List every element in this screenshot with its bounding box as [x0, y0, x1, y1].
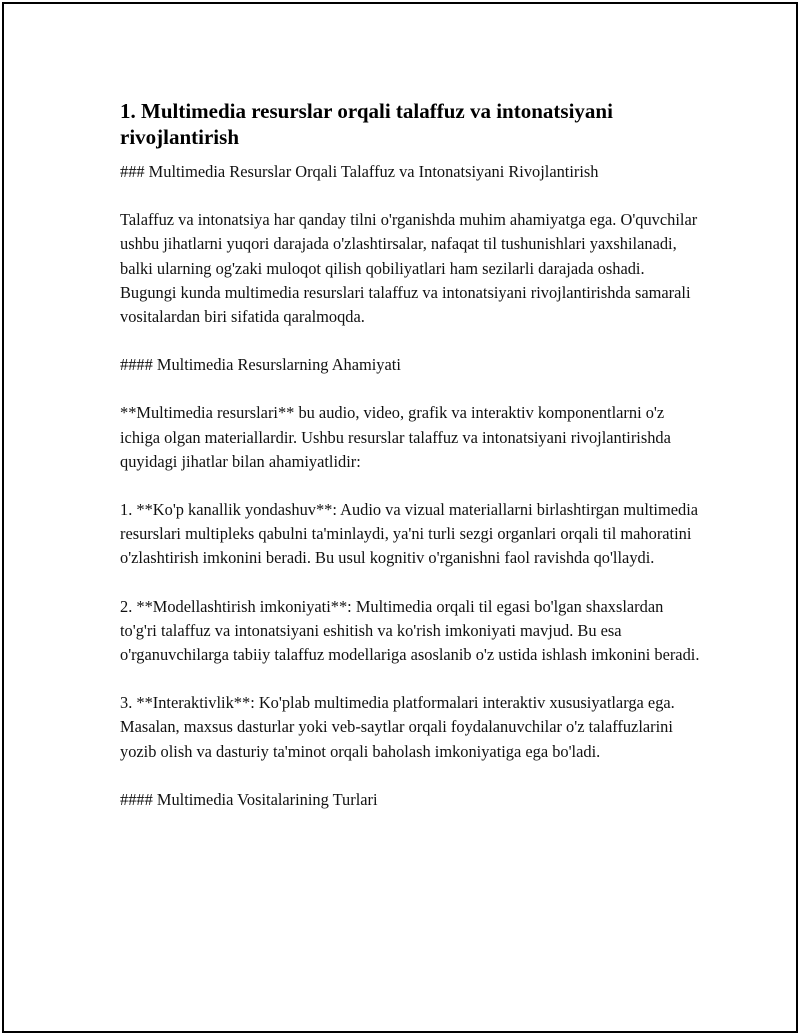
section-heading: ### Multimedia Resurslar Orqali Talaffuz va Intonatsiyani Rivojlantirish	[120, 162, 599, 181]
list-item-2: 2. **Modellashtirish imkoniyati**: Multimedia orqali til egasi bo'lgan shaxslardan to'g'ri talaffuz va intonatsiyani eshitish va ko'rish imkoniyati mavjud. Bu esa o'rganuvchilarga tabiiy talaffuz modellariga asoslanib o'z ustida ishlash imkonini beradi.	[120, 596, 700, 665]
subsection-heading-2: #### Multimedia Vositalarining Turlari	[120, 789, 378, 809]
list-item-3: 3. **Interaktivlik**: Ko'plab multimedia platformalari interaktiv xususiyatlarga ega. Masalan, maxsus dasturlar yoki veb-saytlar orqali foydalanuvchilar o'z talaffuzlarini yozib olish va dasturiy ta'minot orqali baholash imkoniyatiga ega bo'ladi.	[120, 693, 675, 761]
paragraph-definition: **Multimedia resurslari** bu audio, video, grafik va interaktiv komponentlarni o'z ichiga olgan materiallardir. Ushbu resurslar talaffuz va intonatsiyani rivojlantirishda quyidagi jihatlar bilan ahamiyatlidir:	[120, 403, 671, 471]
subsection-heading: #### Multimedia Resurslarning Ahamiyati	[120, 355, 401, 375]
document-title: 1. Multimedia resurslar orqali talaffuz va intonatsiyani rivojlantirish	[120, 99, 613, 149]
document-page	[2, 2, 798, 1033]
list-item-1: 1. **Ko'p kanallik yondashuv**: Audio va vizual materiallarni birlashtirgan multimedia resurslari multipleks qabulni ta'minlaydi, ya'ni turli sezgi organlari orqali til mahoratini o'zlashtirish imkonini beradi. Bu usul kognitiv o'rganishni faol ravishda qo'llaydi.	[120, 500, 699, 568]
paragraph-intro: Talaffuz va intonatsiya har qanday tilni o'rganishda muhim ahamiyatga ega. O'quvchilar ushbu jihatlarni yuqori darajada o'zlashtirsalar, nafaqat til tushunishlari yaxshilanadi, balki ularning og'zaki muloqot qilish qobiliyatlari ham sezilarli darajada oshadi. Bugungi kunda multimedia resurslari talaffuz va intonatsiyani rivojlantirishda samarali vositalardan biri sifatida qaralmoqda.	[120, 210, 698, 327]
document-body	[120, 98, 700, 836]
